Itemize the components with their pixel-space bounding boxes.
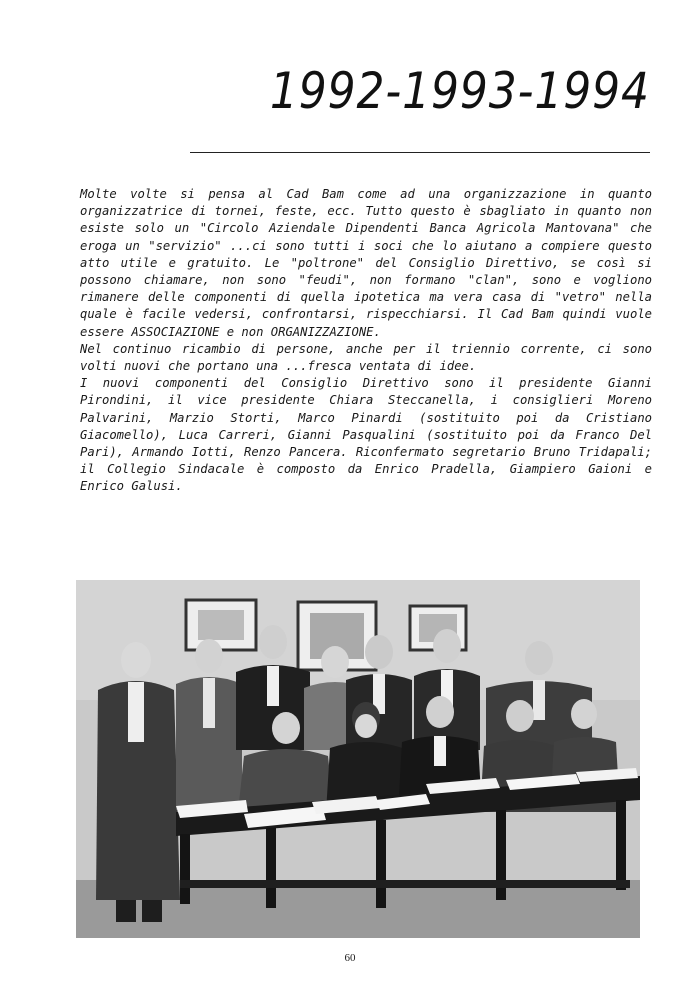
page-title: 1992-1993-1994 — [269, 62, 650, 120]
page-number: 60 — [344, 952, 356, 964]
title-rule — [190, 152, 650, 153]
paragraph-3: I nuovi componenti del Consiglio Direttivo sono il presidente Gianni Pirondini, il vice presidente Chiara Steccanella, i consiglieri Moreno Palvarini, Marzio Storti, Marco Pinardi (sostituito poi da Cristiano Giacomello), Luca Carreri, Gianni Pasqualini (sostituito poi da Franco Del Pari), Armando Iotti, Renzo Pancera. Riconfermato segretario Bruno Tridapali; il Collegio Sindacale è composto da Enrico Pradella, Giampiero Gaioni e Enrico Galusi. — [80, 376, 652, 494]
body-text — [80, 186, 652, 496]
paragraph-1: Molte volte si pensa al Cad Bam come ad una organizzazione in quanto organizzatrice di tornei, feste, ecc. Tutto questo è sbagliato in quanto non esiste solo un "Circolo Aziendale Dipendenti Banca Agricola Mantovana" che eroga un "servizio" ...ci sono tutti i soci che lo aiutano a compiere questo atto utile e gratuito. Le "poltrone" del Consiglio Direttivo, se così si possono chiamare, non sono "feudi", non formano "clan", sono e vogliono rimanere delle componenti di quella ipotetica ma vera casa di "vetro" nella quale è facile vedersi, confrontarsi, rispecchiarsi. Il Cad Bam quindi vuole essere ASSOCIAZIONE e non ORGANIZZAZIONE. — [80, 187, 652, 339]
paragraph-2: Nel continuo ricambio di persone, anche per il triennio corrente, ci sono volti nuovi che portano una ...fresca ventata di idee. — [80, 341, 652, 374]
group-photo — [76, 580, 640, 938]
wall-picture-left — [186, 600, 256, 650]
